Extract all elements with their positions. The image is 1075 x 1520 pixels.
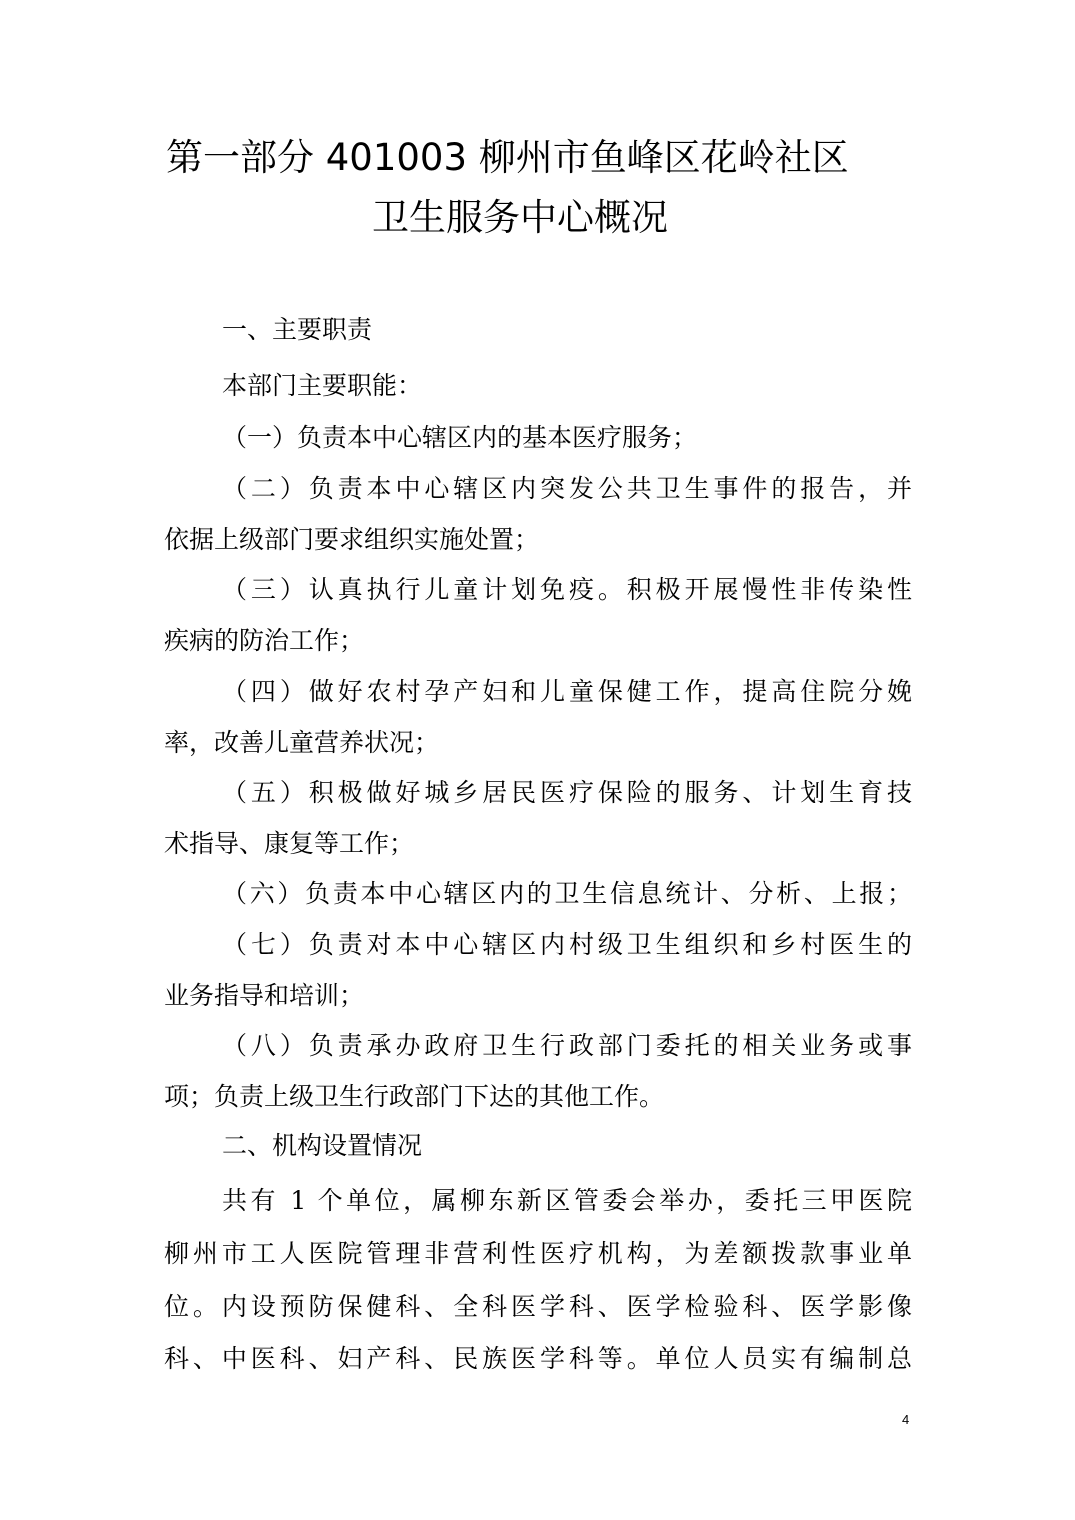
duty-item-8-line-1: （八）负责承办政府卫生行政部门委托的相关业务或事 bbox=[222, 1031, 912, 1060]
duty-item-4-line-1: （四）做好农村孕产妇和儿童保健工作，提高住院分娩 bbox=[222, 677, 912, 706]
duty-item-3-line-1: （三）认真执行儿童计划免疫。积极开展慢性非传染性 bbox=[222, 575, 912, 604]
organization-line-4: 科、中医科、妇产科、民族医学科等。单位人员实有编制总 bbox=[164, 1344, 912, 1373]
duty-item-2-line-2: 依据上级部门要求组织实施处置； bbox=[164, 525, 540, 554]
duty-item-2-line-1: （二）负责本中心辖区内突发公共卫生事件的报告，并 bbox=[222, 474, 912, 503]
organization-line-3: 位。内设预防保健科、全科医学科、医学检验科、医学影像 bbox=[164, 1292, 912, 1321]
duty-item-4-line-2: 率，改善儿童营养状况； bbox=[164, 728, 440, 757]
section-heading-duties: 一、主要职责 bbox=[222, 315, 373, 344]
organization-line-1: 共有 1 个单位，属柳东新区管委会举办，委托三甲医院 bbox=[222, 1186, 912, 1215]
duty-item-7-line-1: （七）负责对本中心辖区内村级卫生组织和乡村医生的 bbox=[222, 930, 912, 959]
page-title-line-2: 卫生服务中心概况 bbox=[372, 196, 668, 239]
duty-item-8-line-2: 项；负责上级卫生行政部门下达的其他工作。 bbox=[164, 1082, 665, 1111]
duty-item-5-line-1: （五）积极做好城乡居民医疗保险的服务、计划生育技 bbox=[222, 778, 912, 807]
section-heading-organization: 二、机构设置情况 bbox=[222, 1131, 423, 1160]
page-title-line-1: 第一部分 401003 柳州市鱼峰区花岭社区 bbox=[166, 136, 849, 179]
page-number: 4 bbox=[902, 1412, 910, 1427]
duty-item-5-line-2: 术指导、康复等工作； bbox=[164, 829, 415, 858]
duty-item-7-line-2: 业务指导和培训； bbox=[164, 981, 365, 1010]
duty-item-6-line-1: （六）负责本中心辖区内的卫生信息统计、分析、上报； bbox=[222, 879, 912, 908]
paragraph-line: 本部门主要职能： bbox=[222, 371, 423, 400]
duty-item-3-line-2: 疾病的防治工作； bbox=[164, 626, 365, 655]
duty-item-1-line-1: （一）负责本中心辖区内的基本医疗服务； bbox=[222, 423, 698, 452]
organization-line-2: 柳州市工人医院管理非营利性医疗机构，为差额拨款事业单 bbox=[164, 1239, 912, 1268]
